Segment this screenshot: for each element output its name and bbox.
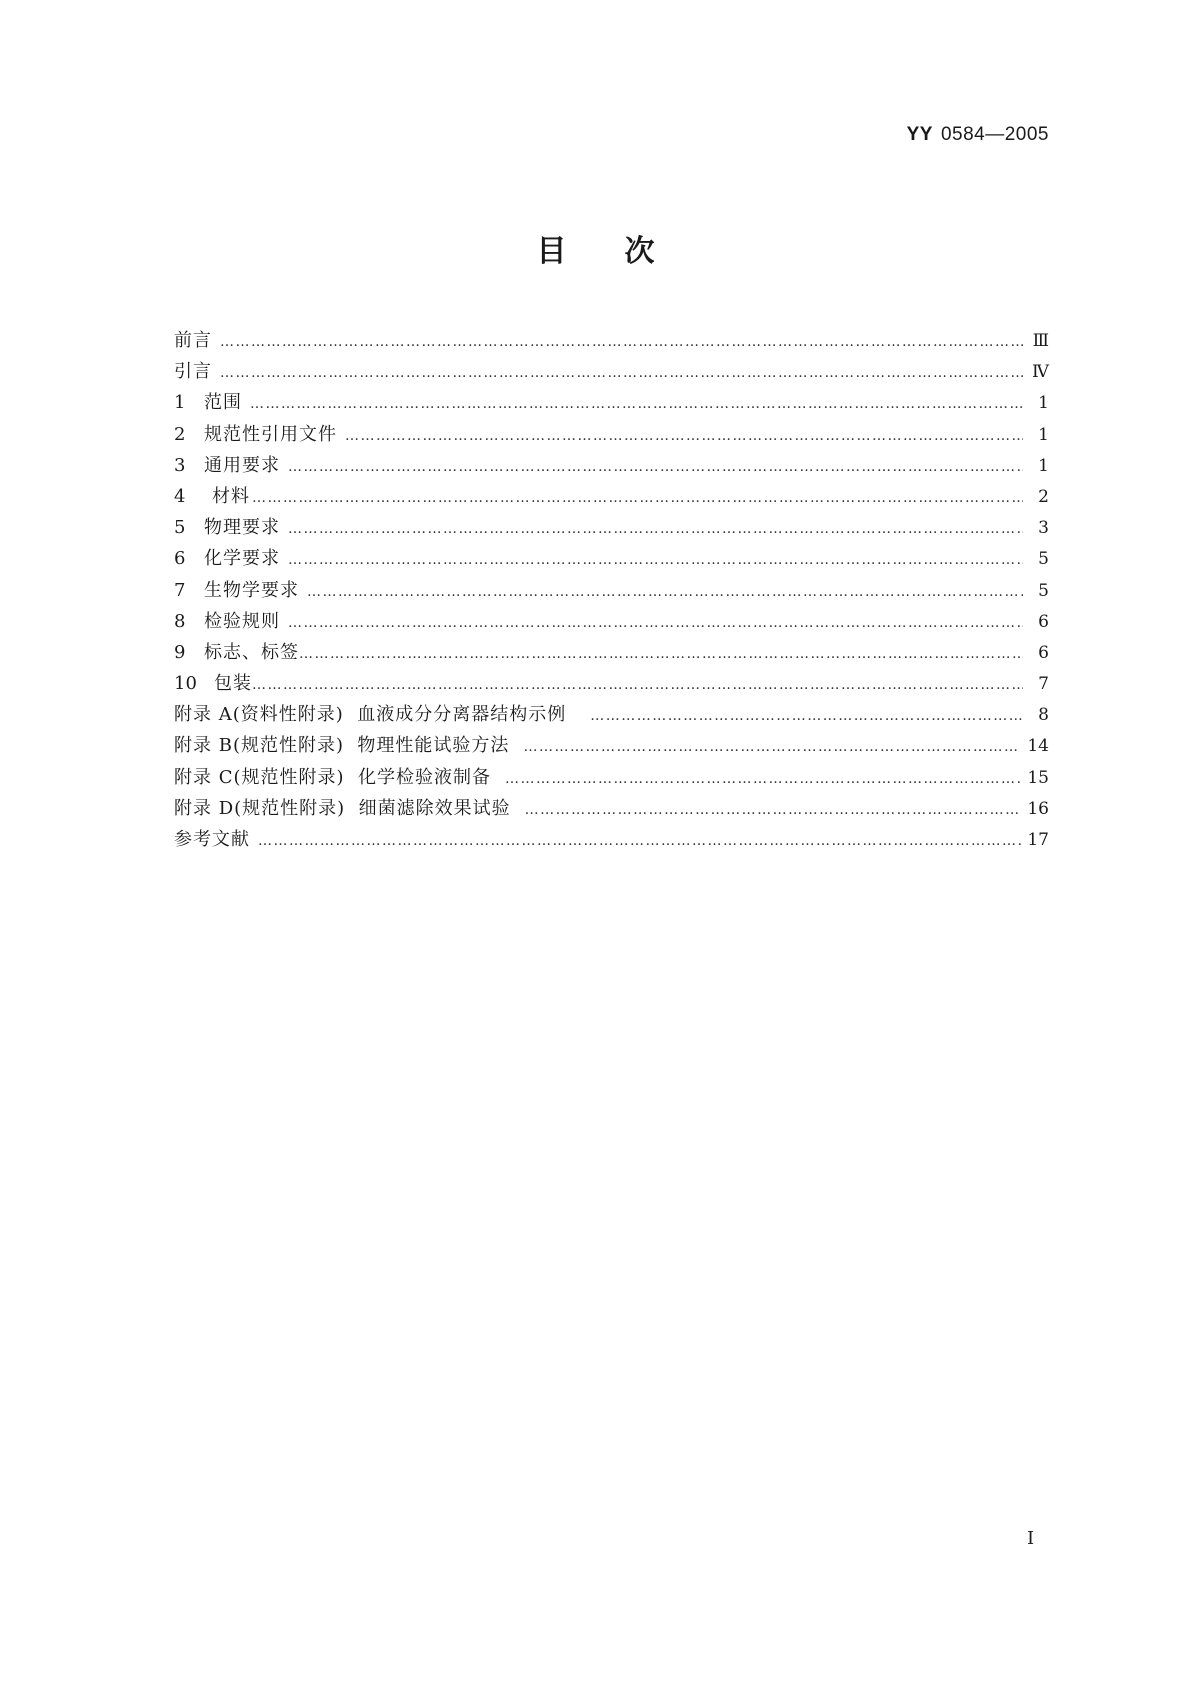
toc-entry-number: 4 bbox=[174, 485, 186, 507]
toc-entry-label: 附录 C(规范性附录) 化学检验液制备 bbox=[174, 766, 491, 788]
standard-code: 0584—2005 bbox=[940, 124, 1049, 145]
toc-entry-label: 附录 B(规范性附录) 物理性能试验方法 bbox=[174, 735, 510, 757]
dot-leader bbox=[307, 584, 1023, 600]
toc-entry-number: 6 bbox=[174, 548, 186, 570]
toc-entry-annex-c[interactable] bbox=[174, 763, 1049, 794]
toc-entry-number: 2 bbox=[174, 423, 186, 445]
toc-entry-number: 5 bbox=[174, 517, 186, 539]
toc-entry-page: 15 bbox=[1027, 767, 1049, 788]
toc-entry-label: 引言 bbox=[174, 361, 212, 383]
toc-entry-page: 1 bbox=[1038, 424, 1049, 445]
dot-leader bbox=[288, 521, 1023, 537]
toc-entry-label: 前言 bbox=[174, 330, 212, 351]
page-number: I bbox=[1027, 1528, 1035, 1549]
toc-entry-10[interactable] bbox=[174, 669, 1049, 700]
dot-leader bbox=[250, 396, 1023, 412]
toc-entry-label: 附录 A(资料性附录) 血液成分分离器结构示例 bbox=[174, 704, 567, 726]
toc-entry-page: 2 bbox=[1038, 486, 1049, 507]
toc-entry-page: Ⅲ bbox=[1032, 331, 1049, 351]
toc-entry-label: 包装 bbox=[214, 673, 252, 695]
toc-entry-label: 化学要求 bbox=[204, 548, 280, 570]
dot-leader bbox=[505, 771, 1021, 787]
toc-entry-page: 8 bbox=[1038, 705, 1049, 726]
page-title: 目次 bbox=[536, 234, 713, 269]
toc-entry-page: Ⅳ bbox=[1032, 362, 1049, 383]
dot-leader bbox=[288, 552, 1023, 568]
standard-number bbox=[907, 124, 1049, 146]
dot-leader bbox=[299, 646, 1023, 662]
toc-entry-page: 1 bbox=[1038, 393, 1049, 414]
toc-entry-number: 1 bbox=[174, 392, 186, 414]
toc-entry-foreword[interactable] bbox=[174, 326, 1049, 357]
toc-entry-7[interactable] bbox=[174, 576, 1049, 607]
toc-entry-page: 7 bbox=[1038, 674, 1049, 695]
dot-leader bbox=[288, 615, 1023, 631]
toc-entry-label: 附录 D(规范性附录) 细菌滤除效果试验 bbox=[174, 797, 511, 819]
toc-entry-number: 7 bbox=[174, 579, 186, 601]
toc-entry-label: 规范性引用文件 bbox=[204, 423, 337, 445]
toc-entry-number: 3 bbox=[174, 454, 186, 476]
toc-entry-number: 8 bbox=[174, 610, 186, 632]
toc-entry-label: 生物学要求 bbox=[204, 579, 299, 601]
toc-entry-label: 通用要求 bbox=[204, 454, 280, 476]
toc-entry-4[interactable] bbox=[174, 482, 1049, 513]
toc-entry-label: 范围 bbox=[204, 392, 242, 414]
toc-entry-page: 17 bbox=[1027, 830, 1049, 850]
standard-prefix: YY bbox=[906, 124, 933, 145]
toc-entry-label: 检验规则 bbox=[204, 610, 280, 632]
toc-entry-page: 6 bbox=[1038, 642, 1049, 663]
toc-entry-page: 16 bbox=[1027, 798, 1049, 819]
dot-leader bbox=[220, 334, 1023, 350]
toc-entry-label: 材料 bbox=[212, 485, 250, 507]
toc-entry-page: 6 bbox=[1038, 611, 1049, 632]
toc-entry-3[interactable] bbox=[174, 451, 1049, 482]
dot-leader bbox=[590, 708, 1023, 724]
toc-entry-page: 5 bbox=[1038, 580, 1049, 601]
dot-leader bbox=[220, 365, 1023, 381]
toc-entry-label: 物理要求 bbox=[204, 517, 280, 539]
table-of-contents bbox=[174, 326, 1049, 856]
toc-entry-8[interactable] bbox=[174, 607, 1049, 638]
dot-leader bbox=[252, 490, 1023, 506]
toc-entry-1[interactable] bbox=[174, 388, 1049, 419]
dot-leader bbox=[523, 739, 1021, 755]
toc-entry-2[interactable] bbox=[174, 420, 1049, 451]
toc-entry-number: 10 bbox=[174, 673, 197, 695]
dot-leader bbox=[288, 459, 1023, 475]
toc-entry-label: 标志、标签 bbox=[204, 641, 299, 663]
dot-leader bbox=[525, 802, 1022, 818]
toc-entry-introduction[interactable] bbox=[174, 357, 1049, 388]
toc-entry-annex-b[interactable] bbox=[174, 731, 1049, 762]
toc-entry-5[interactable] bbox=[174, 513, 1049, 544]
toc-entry-page: 3 bbox=[1038, 518, 1049, 539]
toc-entry-9[interactable] bbox=[174, 638, 1049, 669]
toc-entry-bibliography[interactable] bbox=[174, 825, 1049, 856]
dot-leader bbox=[252, 677, 1023, 693]
toc-entry-page: 5 bbox=[1038, 549, 1049, 570]
toc-entry-annex-a[interactable] bbox=[174, 700, 1049, 731]
toc-entry-6[interactable] bbox=[174, 544, 1049, 575]
toc-entry-page: 14 bbox=[1027, 736, 1049, 757]
toc-entry-number: 9 bbox=[174, 641, 186, 663]
toc-entry-label: 参考文献 bbox=[174, 829, 250, 850]
dot-leader bbox=[258, 833, 1021, 849]
dot-leader bbox=[345, 428, 1023, 444]
toc-entry-annex-d[interactable] bbox=[174, 794, 1049, 825]
toc-entry-page: 1 bbox=[1038, 455, 1049, 476]
